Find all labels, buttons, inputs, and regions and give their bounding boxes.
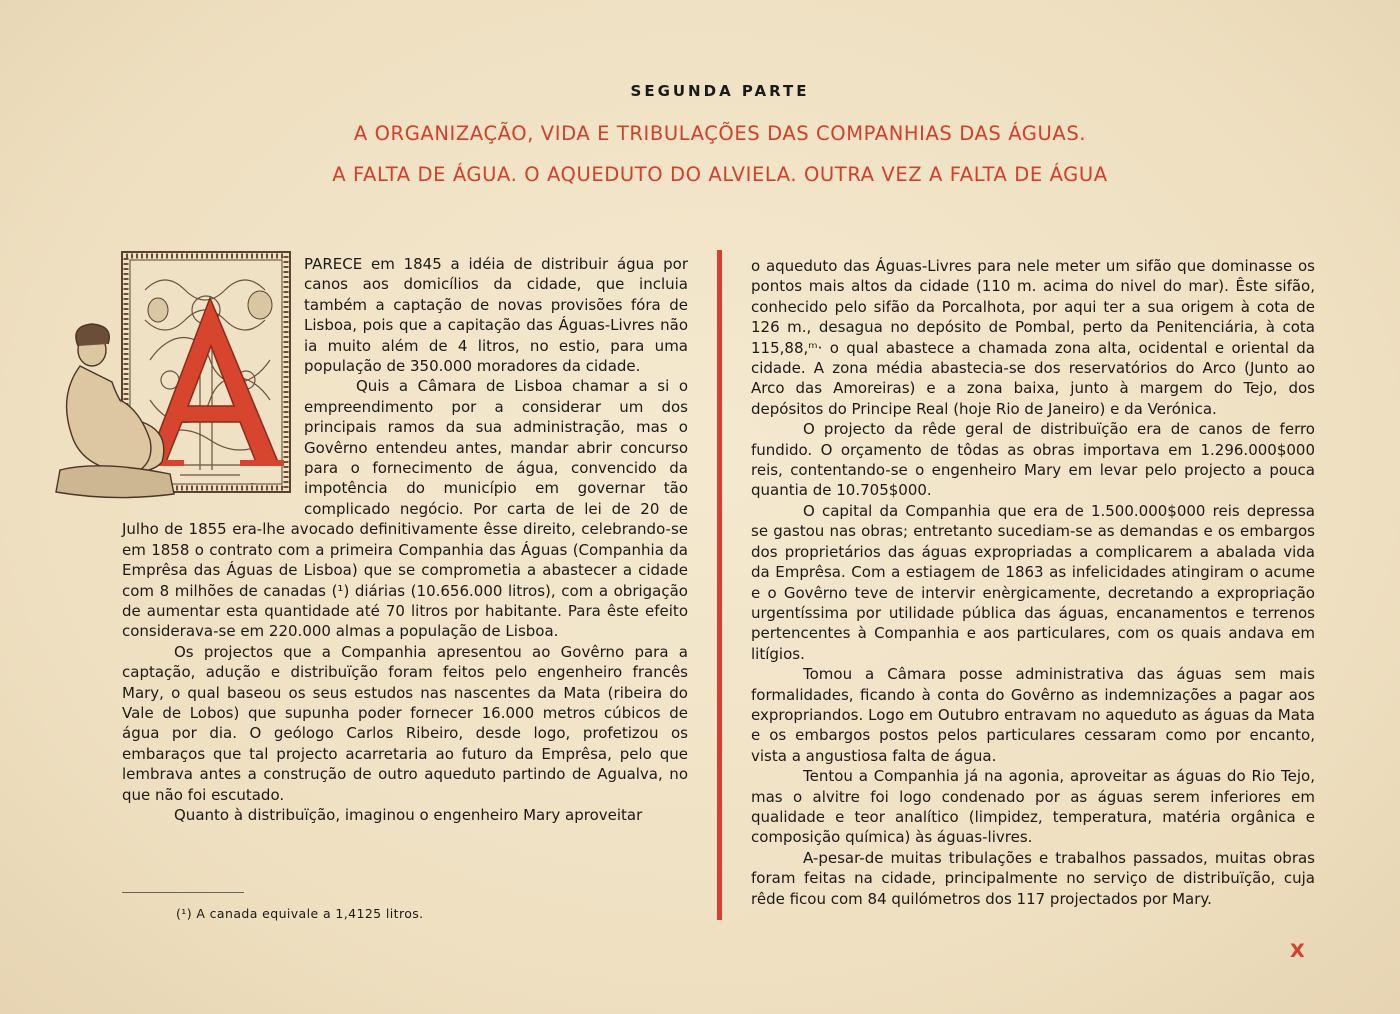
left-text-column: [122, 254, 688, 825]
paragraph-6: O projecto da rêde geral de distribuïção era de canos de ferro fundido. O orçamento de tôdas as obras importava em 1.296.000$000 reis, contentando-se o engenheiro Mary em levar pelo projecto a pouca quantia de 10.705$000.: [751, 420, 1315, 500]
paragraph-2: Quis a Câmara de Lisboa chamar a si o empreendimento por a considerar um dos principais ramos da sua administração, mas o Govêrno entendeu antes, mandar abrir concurso para o fornecimento de água, convencido da impotência do município em governar tão complicado negócio. Por carta de lei de 20 de Julho de 1855 era-lhe avocado definitivamente êsse direito, celebrando-se em 1858 o contrato com a primeira Companhia das Águas (Companhia da Emprêsa das Águas de Lisboa) que se comprometia a abastecer a cidade com 8 milhões de canadas (¹) diárias (10.656.000 litros), com a obrigação de aumentar esta quantidade até 70 litros por habitante. Para êste efeito considerava-se em 220.000 almas a população de Lisboa.: [122, 377, 688, 641]
decorated-initial-illustration: [50, 250, 296, 516]
paragraph-9: Tentou a Companhia já na agonia, aproveitar as águas do Rio Tejo, mas o alvitre foi logo condenado por as águas serem inferiores em qualidade e teor analítico (limpidez, temperatura, matéria orgânica e composição química) às águas-livres.: [751, 767, 1315, 847]
paragraph-4: Quanto à distribuïção, imaginou o engenheiro Mary aproveitar: [174, 805, 643, 824]
illuminated-initial: [50, 250, 296, 516]
paragraph-10: A-pesar-de muitas tribulações e trabalhos passados, muitas obras foram feitas na cidade, principalmente no serviço de distribuïção, cuja rêde ficou com 84 quilómetros dos 117 projectados por Mary.: [751, 848, 1315, 908]
paragraph-7: O capital da Companhia que era de 1.500.000$000 reis depressa se gastou nas obras; entretanto sucediam-se as demandas e os embargos dos proprietários das águas expropriadas a complicarem a abalada vida da Emprêsa. Com a estiagem de 1863 as infelicidades atingiram o acume e o Govêrno teve de intervir enèrgicamente, decretando a expropriação urgentíssima por utilidade pública das águas, encanamentos e terrenos pertencentes à Companhia e aos particulares, com os quais andava em litígios.: [751, 501, 1315, 663]
paragraph-8: Tomou a Câmara posse administrativa das águas sem mais formalidades, ficando à conta do Govêrno as indemnizações a pagar aos expropriandos. Logo em Outubro entravam no aqueduto as águas da Mata e os embargos postos pelos particulares cessaram como por encanto, vista a angustiosa falta de água.: [751, 665, 1315, 765]
column-divider-rule: [717, 250, 722, 920]
footnote-separator: [122, 892, 244, 893]
paragraph-3: Os projectos que a Companhia apresentou ao Govêrno para a captação, adução e distribuïção foram feitos pelo engenheiro francês Mary, o qual baseou os seus estudos nas nascentes da Mata (ribeira do Vale de Lobos) que supunha poder fornecer 16.000 metros cúbicos de água por dia. O geólogo Carlos Ribeiro, desde logo, profetizou os embaraços que tal projecto acarretaria ao futuro da Emprêsa, pelo que lembrava antes a construção de outro aqueduto partindo de Agualva, no que não foi escutado.: [122, 642, 688, 804]
part-title: SEGUNDA PARTE: [630, 82, 810, 100]
footnote: (¹) A canada equivale a 1,4125 litros.: [176, 906, 424, 921]
paragraph-1: PARECE em 1845 a idéia de distribuir água por canos aos domicílios da cidade, que incluia também a captação de novas provisões fóra de Lisboa, pois que a capitação das Águas-Livres não ia muito além de 4 litros, no estio, para uma população de 350.000 moradores da cidade.: [304, 255, 688, 376]
chapter-subtitle-line-2: A FALTA DE ÁGUA. O AQUEDUTO DO ALVIELA. OUTRA VEZ A FALTA DE ÁGUA: [332, 163, 1108, 186]
chapter-subtitle-line-1: A ORGANIZAÇÃO, VIDA E TRIBULAÇÕES DAS COMPANHIAS DAS ÁGUAS.: [353, 122, 1087, 145]
paragraph-5: o aqueduto das Águas-Livres para nele meter um sifão que dominasse os pontos mais altos da cidade (110 m. acima do nivel do mar). Êste sifão, conhecido pelo sifão da Porcalhota, por aqui ter a sua origem à cota de 126 m., desagua no depósito de Pombal, perto da Penitenciária, à cota 115,88,ᵐ· o qual abastece a chamada zona alta, ocidental e oriental da cidade. A zona média abastecia-se dos reservatórios do Arco (Junto ao Arco das Amoreiras) e a zona baixa, junto à margem do Tejo, dos depósitos do Principe Real (hoje Rio de Janeiro) e da Verónica.: [751, 257, 1315, 418]
svg-text:~: ~: [250, 480, 256, 488]
right-text-column: [751, 256, 1315, 909]
page-number: X: [1290, 940, 1305, 962]
